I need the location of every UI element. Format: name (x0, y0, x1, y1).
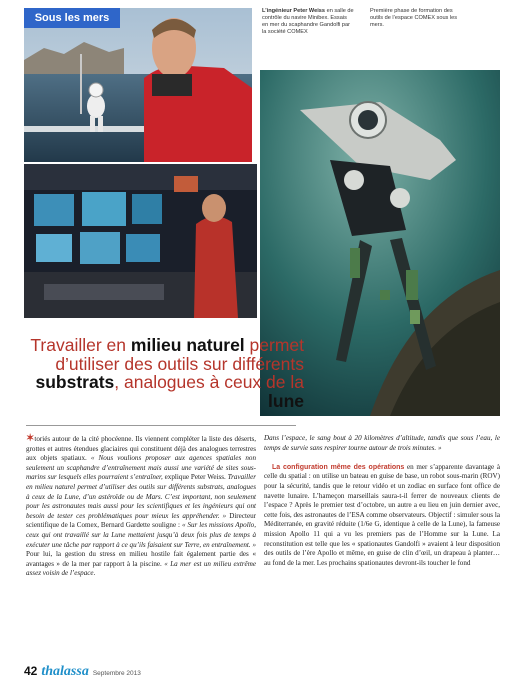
issue-date: Septembre 2013 (92, 670, 141, 677)
photo-caption-1 (262, 8, 354, 36)
page-footer (24, 664, 141, 678)
article-paragraph: Dans l’espace, le sang bout à 20 kilomètres d’altitude, tandis que sous l’eau, le temps de survie sans respirer tourne autour de trois minutes. » (264, 434, 500, 452)
headline-part-6: lune (268, 390, 304, 411)
article-paragraph: ✶toriés autour de la cité phocéenne. Ils viennent compléter la liste des déserts, grottes et autres étendues glaciaires qui constituent déjà des analogues terrestres aux objets spatiaux. « Nous voulions proposer aux agences spatiales non seulement un scaphandre d’entraînement mais aussi une variété de sites sous-marins sur lesquels elles pourraient s’entraîner, explique Peter Weiss. Travailler en milieu naturel permet d’utiliser des outils sur différents substrats, analogues à ceux de la Lune, d’un astéroïde ou de Mars. C’est important, non seulement pour les astronautes mais aussi pour les scientifiques et les ingénieurs qui ont besoin de tester ces problématiques pour mieux les appréhender. » Directeur scientifique de la Comex, Bernard Gardette souligne : « Sur les missions Apollo, ceux qui ont travaillé sur la Lune mettaient jusqu’à deux fois plus de temps à exécuter une tâche par rapport à ce qu’ils faisaient sur Terre, en entraînement. » Pour lui, la gestion du stress en milieu hostile fait également partie des « avantages » de la mer par rapport à la piscine. « La mer est un milieu extrême assez voisin de l’espace. (26, 433, 256, 578)
headline-part-5: , analogues à ceux de la (114, 372, 304, 392)
headline-part-2: milieu naturel (130, 335, 245, 355)
photo-caption-2: Première phase de formation des outils de l’espace COMEX sous les mers. (370, 8, 458, 28)
pull-quote-headline (24, 336, 304, 410)
photo-control-room (24, 164, 257, 318)
section-tag: Sous les mers (24, 8, 120, 28)
page-number: 42 (24, 664, 38, 678)
caption-text: en salle de contrôle du navire Minibex. Essais en mer du scaphandre Gandolfi par la société COMEX (262, 8, 354, 35)
headline-part-4: substrats (35, 372, 115, 392)
article-column-2 (264, 434, 500, 568)
photo-sea-test (24, 8, 252, 162)
headline-part-3: permet d’utiliser des outils sur différents (55, 335, 304, 374)
divider (26, 425, 296, 426)
headline-part-1: Travailler en (30, 335, 131, 355)
caption-name: L’ingénieur Peter Weiss (262, 8, 326, 14)
magazine-logo: thalassa (41, 664, 89, 679)
article-paragraph: La configuration même des opérations en mer s’apparente davantage à celle du spatial : on utilise un bateau en guise de base, un robot sous-marin (ROV) pour la sécurité, tandis que le retour vidéo et un zodiac en surface font office de navette lunaire. L’hameçon marseillais saura-t-il ferrer de nouveaux clients de l’espace ? Après le premier test d’octobre, un autre a eu lieu en juin dernier avec, cette fois, des astronautes de l’ESA comme observateurs. Objectif : simuler sous la Méditerranée, en gravité réduite (1/6e G, identique à celle de la Lune), la fameuse mission Apollo 11 qui a vu les premiers pas de l’Homme sur la Lune. La reconstitution est telle que les « spationautes Gandolfi » avaient à leur disposition des outils de l’ère Apollo et même, en guise de clin d’œil, un drapeau à planter… au fond de la mer. Les prochains spationautes devront-ils toucher le fond (264, 462, 500, 567)
paragraph-kicker: La configuration même des opérations (272, 463, 405, 471)
ornament-glyph: ✶ (26, 433, 35, 444)
article-column-1 (26, 434, 256, 579)
